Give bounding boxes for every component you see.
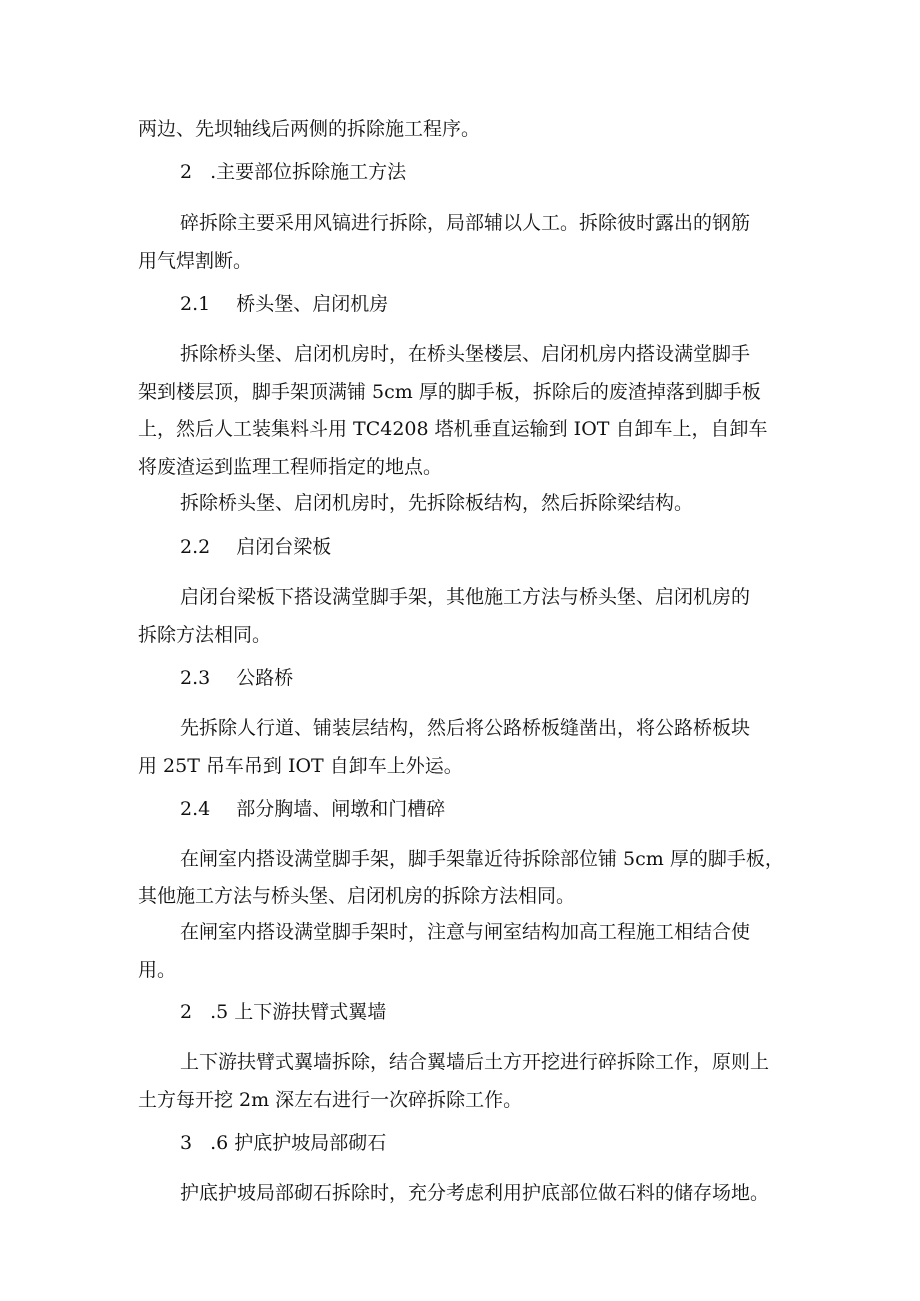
section-number: 2 bbox=[180, 161, 193, 183]
paragraph-line bbox=[138, 417, 767, 441]
line-text: 将废渣运到监理工程师指定的地点。 bbox=[138, 456, 443, 478]
line-text: 上，然后人工装集料斗用 TC4208 塔机垂直运输到 IOT 自卸车上，自卸车 bbox=[138, 418, 768, 440]
paragraph-line bbox=[180, 211, 750, 235]
section-title: 部分胸墙、闸墩和门槽碎 bbox=[236, 798, 446, 820]
line-text: 拆除桥头堡、启闭机房时，在桥头堡楼层、启闭机房内搭设满堂脚手 bbox=[180, 343, 751, 365]
paragraph-line bbox=[138, 380, 761, 404]
section-title: .6 护底护坡局部砌石 bbox=[210, 1132, 387, 1154]
paragraph-line bbox=[180, 716, 750, 740]
line-text: 碎拆除主要采用风镐进行拆除，局部辅以人工。拆除彼时露出的钢筋 bbox=[180, 212, 751, 234]
paragraph-line bbox=[180, 847, 784, 871]
line-text: 两边、先坝轴线后两侧的拆除施工程序。 bbox=[138, 118, 481, 140]
line-text: 在闸室内搭设满堂脚手架，脚手架靠近待拆除部位铺 5cm 厚的脚手板， bbox=[180, 848, 784, 870]
paragraph-line bbox=[138, 884, 575, 908]
paragraph-line bbox=[138, 754, 463, 778]
paragraph-line bbox=[180, 1181, 769, 1205]
paragraph-line bbox=[180, 585, 750, 609]
section-number: 2.2 bbox=[180, 536, 211, 558]
section-number: 2.3 bbox=[180, 667, 211, 689]
section-heading bbox=[180, 797, 445, 821]
line-text: 启闭台梁板下搭设满堂脚手架，其他施工方法与桥头堡、启闭机房的 bbox=[180, 586, 751, 608]
section-title: 桥头堡、启闭机房 bbox=[236, 293, 389, 315]
section-heading bbox=[180, 535, 331, 559]
section-heading bbox=[180, 1000, 386, 1024]
paragraph-line bbox=[138, 623, 271, 647]
paragraph-line bbox=[138, 249, 252, 273]
section-number: 2.1 bbox=[180, 293, 211, 315]
section-heading bbox=[180, 666, 293, 690]
section-heading bbox=[180, 160, 406, 184]
section-number: 3 bbox=[180, 1132, 193, 1154]
line-text: 土方每开挖 2m 深左右进行一次碎拆除工作。 bbox=[138, 1089, 523, 1111]
section-heading bbox=[180, 1131, 386, 1155]
line-text: 架到楼层顶，脚手架顶满铺 5cm 厚的脚手板，拆除后的废渣掉落到脚手板 bbox=[138, 381, 761, 403]
line-text: 上下游扶臂式翼墙拆除，结合翼墙后土方开挖进行碎拆除工作，原则上 bbox=[180, 1051, 770, 1073]
paragraph-line bbox=[138, 958, 176, 982]
line-text: 护底护坡局部砌石拆除时，充分考虑利用护底部位做石料的储存场地。 bbox=[180, 1182, 770, 1204]
paragraph-line bbox=[138, 455, 442, 479]
line-text: 拆除方法相同。 bbox=[138, 624, 272, 646]
paragraph-line bbox=[180, 920, 750, 944]
section-number: 2.4 bbox=[180, 798, 211, 820]
line-text: 其他施工方法与桥头堡、启闭机房的拆除方法相同。 bbox=[138, 885, 576, 907]
section-title: 公路桥 bbox=[236, 667, 294, 689]
section-title: .主要部位拆除施工方法 bbox=[210, 161, 407, 183]
paragraph-line bbox=[180, 342, 750, 366]
line-text: 拆除桥头堡、启闭机房时，先拆除板结构，然后拆除梁结构。 bbox=[180, 492, 694, 514]
line-text: 先拆除人行道、铺装层结构，然后将公路桥板缝凿出，将公路桥板块 bbox=[180, 717, 751, 739]
section-number: 2 bbox=[180, 1001, 193, 1023]
paragraph-line bbox=[180, 491, 693, 515]
section-title: .5 上下游扶臂式翼墙 bbox=[210, 1001, 387, 1023]
line-text: 用气焊割断。 bbox=[138, 250, 253, 272]
paragraph-line bbox=[138, 117, 480, 141]
line-text: 用。 bbox=[138, 959, 177, 981]
line-text: 在闸室内搭设满堂脚手架时，注意与闸室结构加高工程施工相结合使 bbox=[180, 921, 751, 943]
section-title: 启闭台梁板 bbox=[236, 536, 332, 558]
section-heading bbox=[180, 292, 388, 316]
paragraph-line bbox=[180, 1050, 769, 1074]
line-text: 用 25T 吊车吊到 IOT 自卸车上外运。 bbox=[138, 755, 463, 777]
paragraph-line bbox=[138, 1088, 522, 1112]
